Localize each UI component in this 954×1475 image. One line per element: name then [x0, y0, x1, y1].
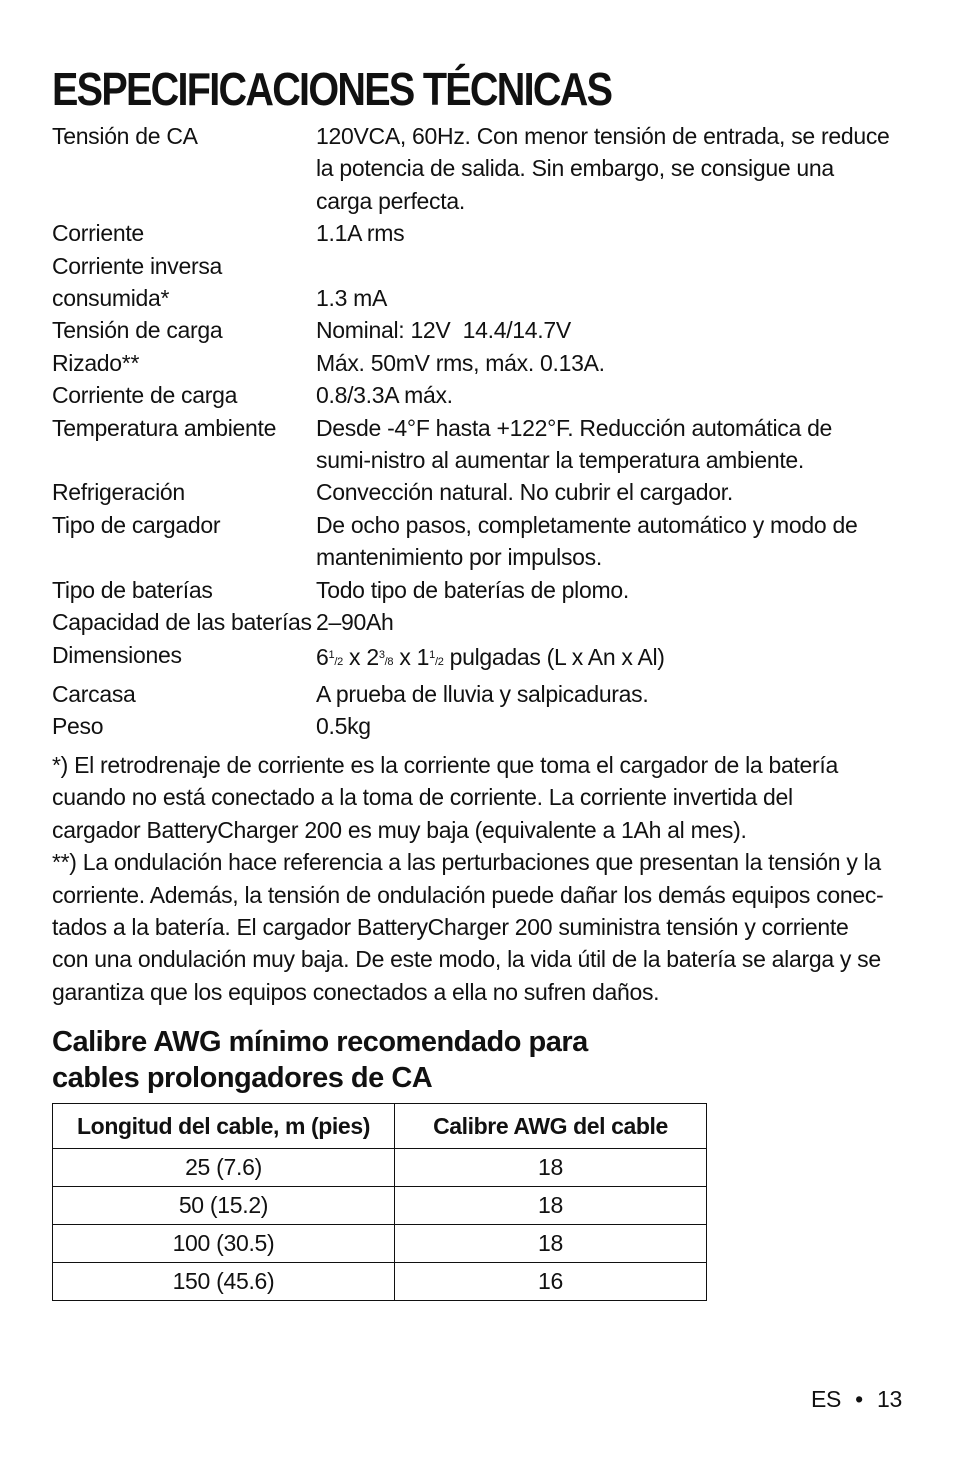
spec-list: [52, 120, 902, 743]
dimension-length-fraction: 1/2: [328, 648, 343, 668]
page-footer: [811, 1386, 902, 1413]
fraction-denominator: 2: [437, 655, 444, 668]
spec-row-consumida: [52, 282, 902, 314]
footnotes: [52, 749, 902, 1008]
spec-label: Rizado**: [52, 349, 140, 376]
spec-row-peso: [52, 710, 902, 742]
dimension-separator: x: [393, 643, 417, 670]
spec-value: 1.3 mA: [316, 285, 388, 312]
cell-length: 100 (30.5): [53, 1225, 395, 1263]
spec-row-tension-ca: [52, 120, 902, 217]
spec-label: Tensión de CA: [52, 123, 198, 149]
cell-length: 50 (15.2): [53, 1187, 395, 1225]
spec-row-rizado: [52, 347, 902, 379]
cell-gauge: 16: [395, 1263, 707, 1301]
spec-value: 0.8/3.3A máx.: [316, 382, 453, 409]
dimension-length-whole: 6: [316, 643, 329, 670]
spec-row-corriente: [52, 217, 902, 249]
page-number: 13: [877, 1386, 902, 1412]
table-row: [53, 1149, 707, 1187]
spec-label: Refrigeración: [52, 479, 185, 506]
dimension-height-fraction: 1/2: [429, 648, 444, 668]
spec-row-tipo-baterias: [52, 574, 902, 606]
awg-table: [52, 1103, 707, 1301]
fraction-numerator: 3: [378, 648, 385, 661]
page-title: ESPECIFICACIONES TÉCNICAS: [52, 63, 612, 115]
spec-label: Tensión de carga: [52, 317, 223, 344]
spec-value: A prueba de lluvia y salpicaduras.: [316, 680, 649, 707]
dimension-width-fraction: 3/8: [378, 648, 394, 668]
spec-value: Convección natural. No cubrir el cargador.: [316, 479, 733, 506]
spec-label: Corriente de carga: [52, 382, 238, 409]
table-row: [53, 1187, 707, 1225]
column-header-gauge: Calibre AWG del cable: [395, 1104, 707, 1149]
spec-row-temperatura: [52, 412, 902, 477]
column-header-length: Longitud del cable, m (pies): [53, 1104, 395, 1149]
cell-length: 25 (7.6): [53, 1149, 395, 1187]
fraction-numerator: 1: [328, 648, 335, 661]
spec-row-tipo-cargador: [52, 509, 902, 574]
spec-value-dimensions: [316, 639, 902, 678]
cell-gauge: 18: [395, 1187, 707, 1225]
footnote-ripple: **) La ondulación hace referencia a las perturbaciones que presentan la tensión y la corriente. Además, la tensión de ondulación puede dañar los demás equipos conec-tados a la batería. El cargador BatteryCharger 200 suministra tensión y corriente con una ondulación muy baja. De este modo, la vida útil de la batería se alarga y se garantiza que los equipos conectados a ella no sufren daños.: [52, 849, 884, 1005]
spec-label: Peso: [52, 713, 104, 740]
spec-label: Capacidad de las baterías: [52, 609, 312, 636]
footer-separator: •: [855, 1386, 863, 1412]
awg-heading-line-1: Calibre AWG mínimo recomendado para: [52, 1026, 588, 1058]
spec-value: 2–90Ah: [316, 609, 394, 636]
spec-label: Corriente: [52, 220, 144, 247]
spec-row-carcasa: [52, 678, 902, 710]
awg-section-heading: [52, 1024, 672, 1096]
spec-label: Tipo de cargador: [52, 511, 221, 538]
dimension-height-whole: 1: [416, 643, 430, 670]
spec-label: Dimensiones: [52, 641, 182, 668]
spec-value: Todo tipo de baterías de plomo.: [316, 576, 629, 603]
spec-value: Desde -4°F hasta +122°F. Reducción automática de sumi-nistro al aumentar la temperatura ambiente.: [316, 414, 833, 474]
spec-label: Tipo de baterías: [52, 576, 213, 603]
fraction-denominator: 2: [337, 655, 343, 668]
table-header-row: [53, 1104, 707, 1149]
awg-heading-line-2: cables prolongadores de CA: [52, 1062, 433, 1094]
spec-row-corriente-carga: [52, 379, 902, 411]
spec-row-dimensiones: [52, 639, 902, 678]
spec-row-corriente-inversa: [52, 250, 902, 282]
cell-length: 150 (45.6): [53, 1263, 395, 1301]
dimension-width-whole: 2: [366, 643, 379, 670]
spec-value: [316, 250, 902, 282]
fraction-numerator: 1: [429, 648, 435, 661]
spec-value: 120VCA, 60Hz. Con menor tensión de entrada, se reduce la potencia de salida. Sin embargo, se consigue una carga perfecta.: [316, 123, 890, 214]
spec-value: Máx. 50mV rms, máx. 0.13A.: [316, 349, 605, 376]
spec-row-capacidad: [52, 606, 902, 638]
footnote-reverse-current: *) El retrodrenaje de corriente es la corriente que toma el cargador de la batería cuando no está conectado a la toma de corriente. La corriente invertida del cargador BatteryCharger 200 es muy baja (equivalente a 1Ah al mes).: [52, 752, 838, 843]
spec-label: consumida*: [52, 285, 170, 312]
spec-row-tension-carga: [52, 314, 902, 346]
language-code: ES: [810, 1386, 842, 1412]
spec-label: Temperatura ambiente: [52, 414, 277, 441]
spec-label: Carcasa: [52, 680, 136, 707]
cell-gauge: 18: [395, 1149, 707, 1187]
dimension-unit: pulgadas (L x An x Al): [443, 643, 665, 670]
fraction-denominator: 8: [387, 655, 394, 668]
table-row: [53, 1263, 707, 1301]
spec-value: De ocho pasos, completamente automático y modo de mantenimiento por impulsos.: [316, 511, 858, 571]
spec-row-refrigeracion: [52, 476, 902, 508]
spec-label: Corriente inversa: [52, 252, 223, 279]
dimension-separator: x: [342, 643, 367, 670]
spec-value: Nominal: 12V 14.4/14.7V: [316, 317, 571, 344]
spec-value: 1.1A rms: [316, 220, 405, 247]
table-row: [53, 1225, 707, 1263]
cell-gauge: 18: [395, 1225, 707, 1263]
spec-value: 0.5kg: [316, 713, 371, 740]
